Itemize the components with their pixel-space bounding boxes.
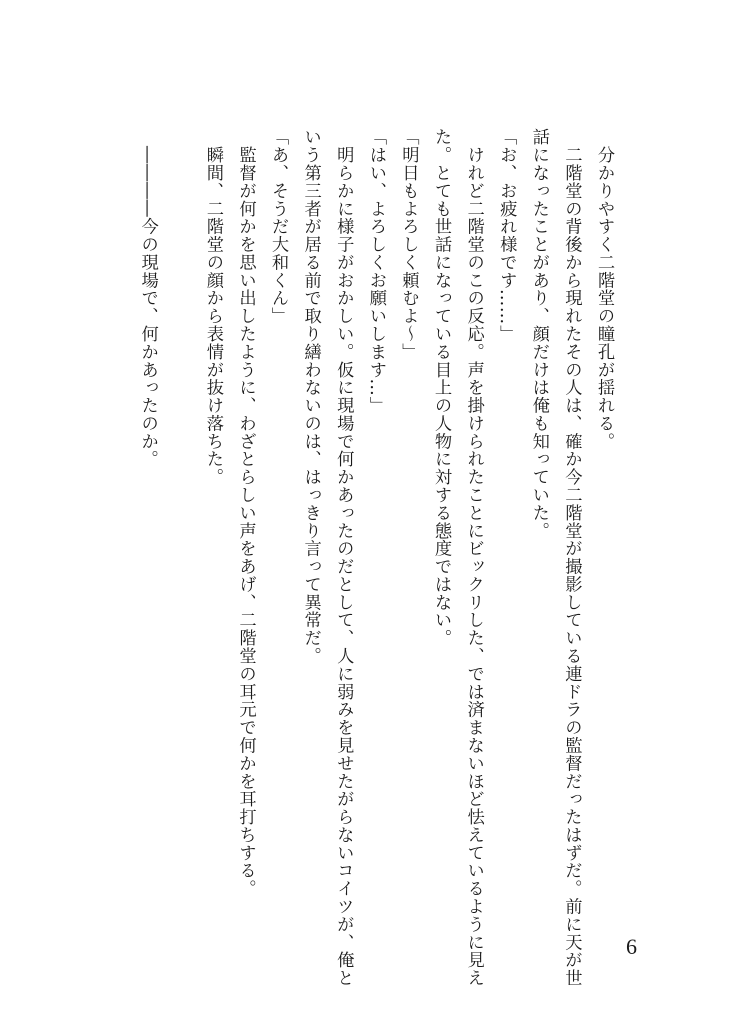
text-line: 二階堂の背後から現れたその人は、確か今二階堂が撮影している連ドラの監督だったはずだ。前に天が世 — [561, 128, 582, 987]
text-line: 分かりやすく二階堂の瞳孔が揺れる。 — [594, 128, 614, 451]
text-line: いう第三者が居る前で取り繕わないのは、はっきり言って異常だ。 — [300, 128, 321, 665]
blank-line — [164, 128, 197, 908]
vertical-text-block — [131, 128, 620, 987]
text-line: 監督が何かを思い出したように、わざとらしい声をあげ、二階堂の耳元で何かを耳打ちする。 — [235, 128, 256, 898]
text-line: 瞬間、二階堂の顔から表情が抜け落ちた。 — [202, 128, 223, 486]
text-line: 「あ、そうだ大和くん」 — [268, 128, 289, 325]
text-line: ――――今の現場で、何かあったのか。 — [137, 128, 158, 468]
text-line: 明らかに様子がおかしい。仮に現場で何かあったのだとして、人に弱みを見せたがらないコイツが、俺と — [333, 128, 354, 987]
text-line: 「はい、よろしくお願いします…」 — [365, 128, 386, 415]
text-line: 「お、お疲れ様です……」 — [496, 128, 517, 343]
text-line: 「明日もよろしく頼むよ〜」 — [398, 128, 419, 361]
text-line: けれど二階堂のこの反応。声を掛けられたことにビックリした、では済まないほど怯えているように見え — [463, 128, 484, 987]
text-line: た。とても世話になっている目上の人物に対する態度ではない。 — [431, 128, 452, 647]
page-number: 6 — [626, 934, 637, 959]
text-line: 話になったことがあり、顔だけは俺も知っていた。 — [528, 128, 549, 540]
